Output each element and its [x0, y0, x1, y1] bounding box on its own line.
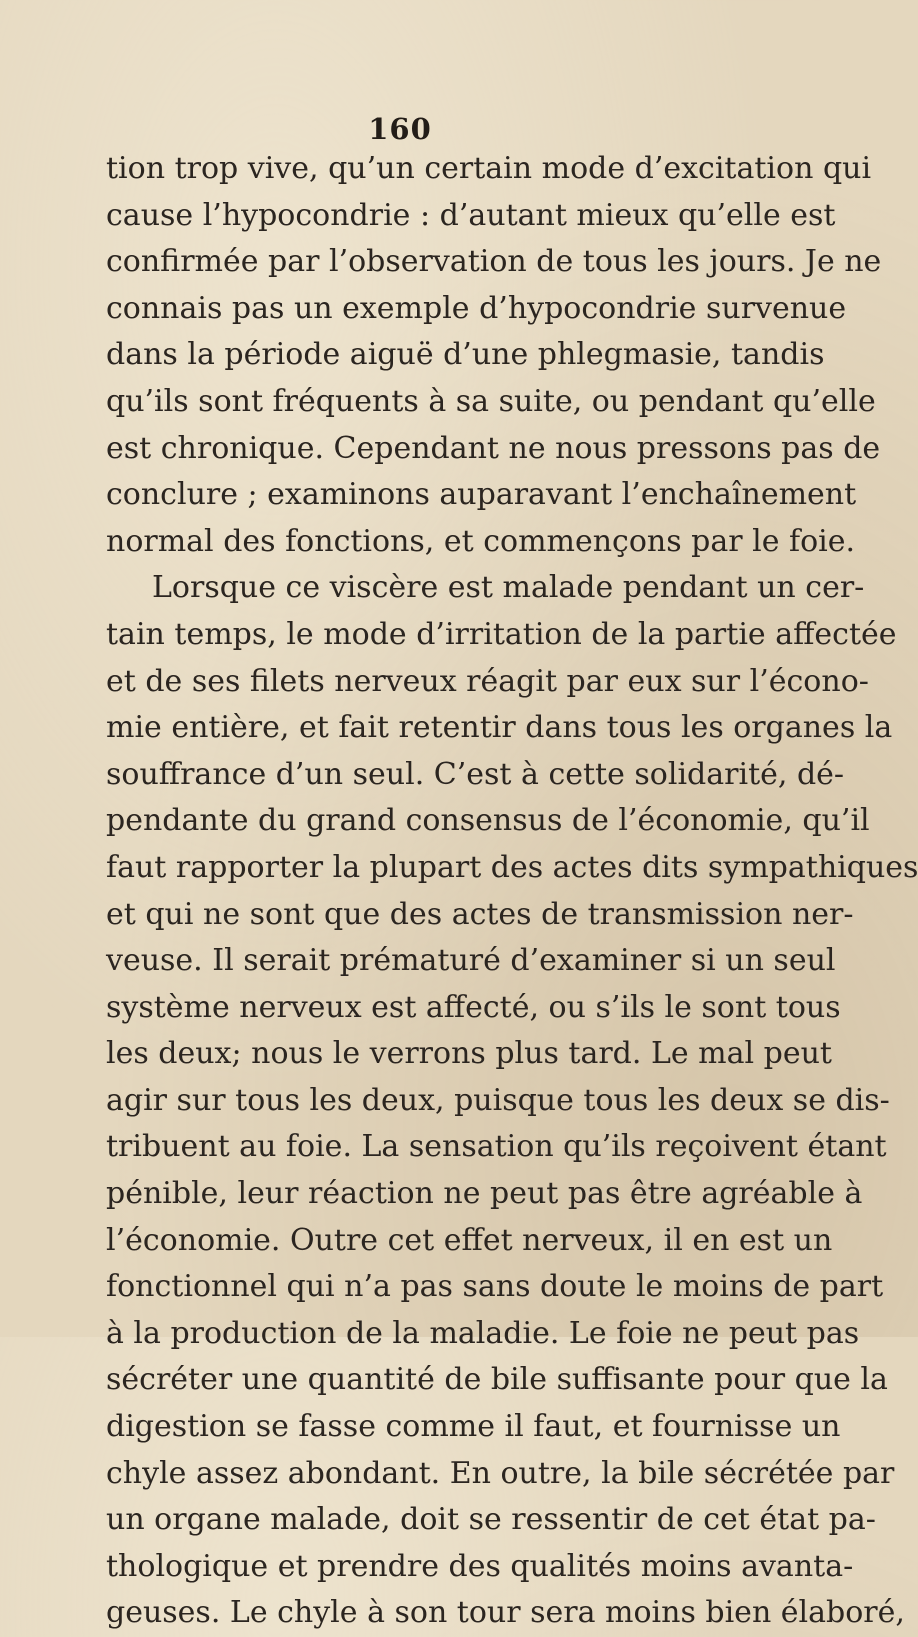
text-line: à la production de la maladie. Le foie ne peut pas [106, 1315, 860, 1351]
text-line: dans la période aiguë d’une phlegmasie, tandis [106, 337, 825, 373]
text-line: tion trop vive, qu’un certain mode d’excitation qui [106, 151, 872, 186]
text-line: souffrance d’un seul. C’est à cette solidarité, dé- [106, 756, 845, 792]
text-line: chyle assez abondant. En outre, la bile sécrétée par [106, 1455, 895, 1491]
text-line: mie entière, et fait retentir dans tous les organes la [106, 710, 893, 746]
text-line: tain temps, le mode d’irritation de la partie affectée [106, 616, 897, 652]
text-line: et qui ne sont que des actes de transmission ner- [106, 896, 854, 932]
text-line: thologique et prendre des qualités moins avanta- [106, 1548, 854, 1584]
text-line: pénible, leur réaction ne peut pas être agréable à [106, 1176, 863, 1212]
text-line: fonctionnel qui n’a pas sans doute le moins de part [106, 1269, 884, 1305]
text-line: geuses. Le chyle à son tour sera moins bien élaboré, [106, 1595, 905, 1631]
text-line: veuse. Il serait prématuré d’examiner si un seul [106, 943, 836, 979]
text-line: qu’ils sont fréquents à sa suite, ou pendant qu’elle [106, 383, 876, 419]
text-line: sécréter une quantité de bile suffisante pour que la [106, 1362, 888, 1398]
text-line: conclure ; examinons auparavant l’enchaînement [106, 477, 857, 513]
text-line: digestion se fasse comme il faut, et fournisse un [106, 1409, 841, 1445]
text-line: agir sur tous les deux, puisque tous les deux se dis- [106, 1082, 890, 1118]
text-line: confirmée par l’observation de tous les jours. Je ne [106, 244, 882, 280]
text-line: est chronique. Cependant ne nous pressons pas de [106, 430, 881, 466]
text-line: l’économie. Outre cet effet nerveux, il en est un [106, 1222, 833, 1258]
text-line: tribuent au foie. La sensation qu’ils reçoivent étant [106, 1129, 887, 1165]
text-line: système nerveux est affecté, ou s’ils le sont tous [106, 989, 841, 1025]
page-number: 160 [368, 112, 432, 146]
text-line: et de ses filets nerveux réagit par eux sur l’écono- [106, 663, 869, 699]
text-line: connais pas un exemple d’hypocondrie survenue [106, 290, 847, 326]
text-line: cause l’hypocondrie : d’autant mieux qu’elle est [106, 197, 836, 233]
text-line: pendante du grand consensus de l’économie, qu’il [106, 803, 870, 839]
text-line: un organe malade, doit se ressentir de cet état pa- [106, 1502, 876, 1538]
text-line: faut rapporter la plupart des actes dits sympathiques [106, 849, 918, 885]
text-line: normal des fonctions, et commençons par le foie. [106, 523, 856, 559]
body-text [106, 146, 918, 1637]
paragraph-start-line: Lorsque ce viscère est malade pendant un cer- [152, 570, 865, 606]
text-line: les deux; nous le verrons plus tard. Le mal peut [106, 1036, 832, 1072]
